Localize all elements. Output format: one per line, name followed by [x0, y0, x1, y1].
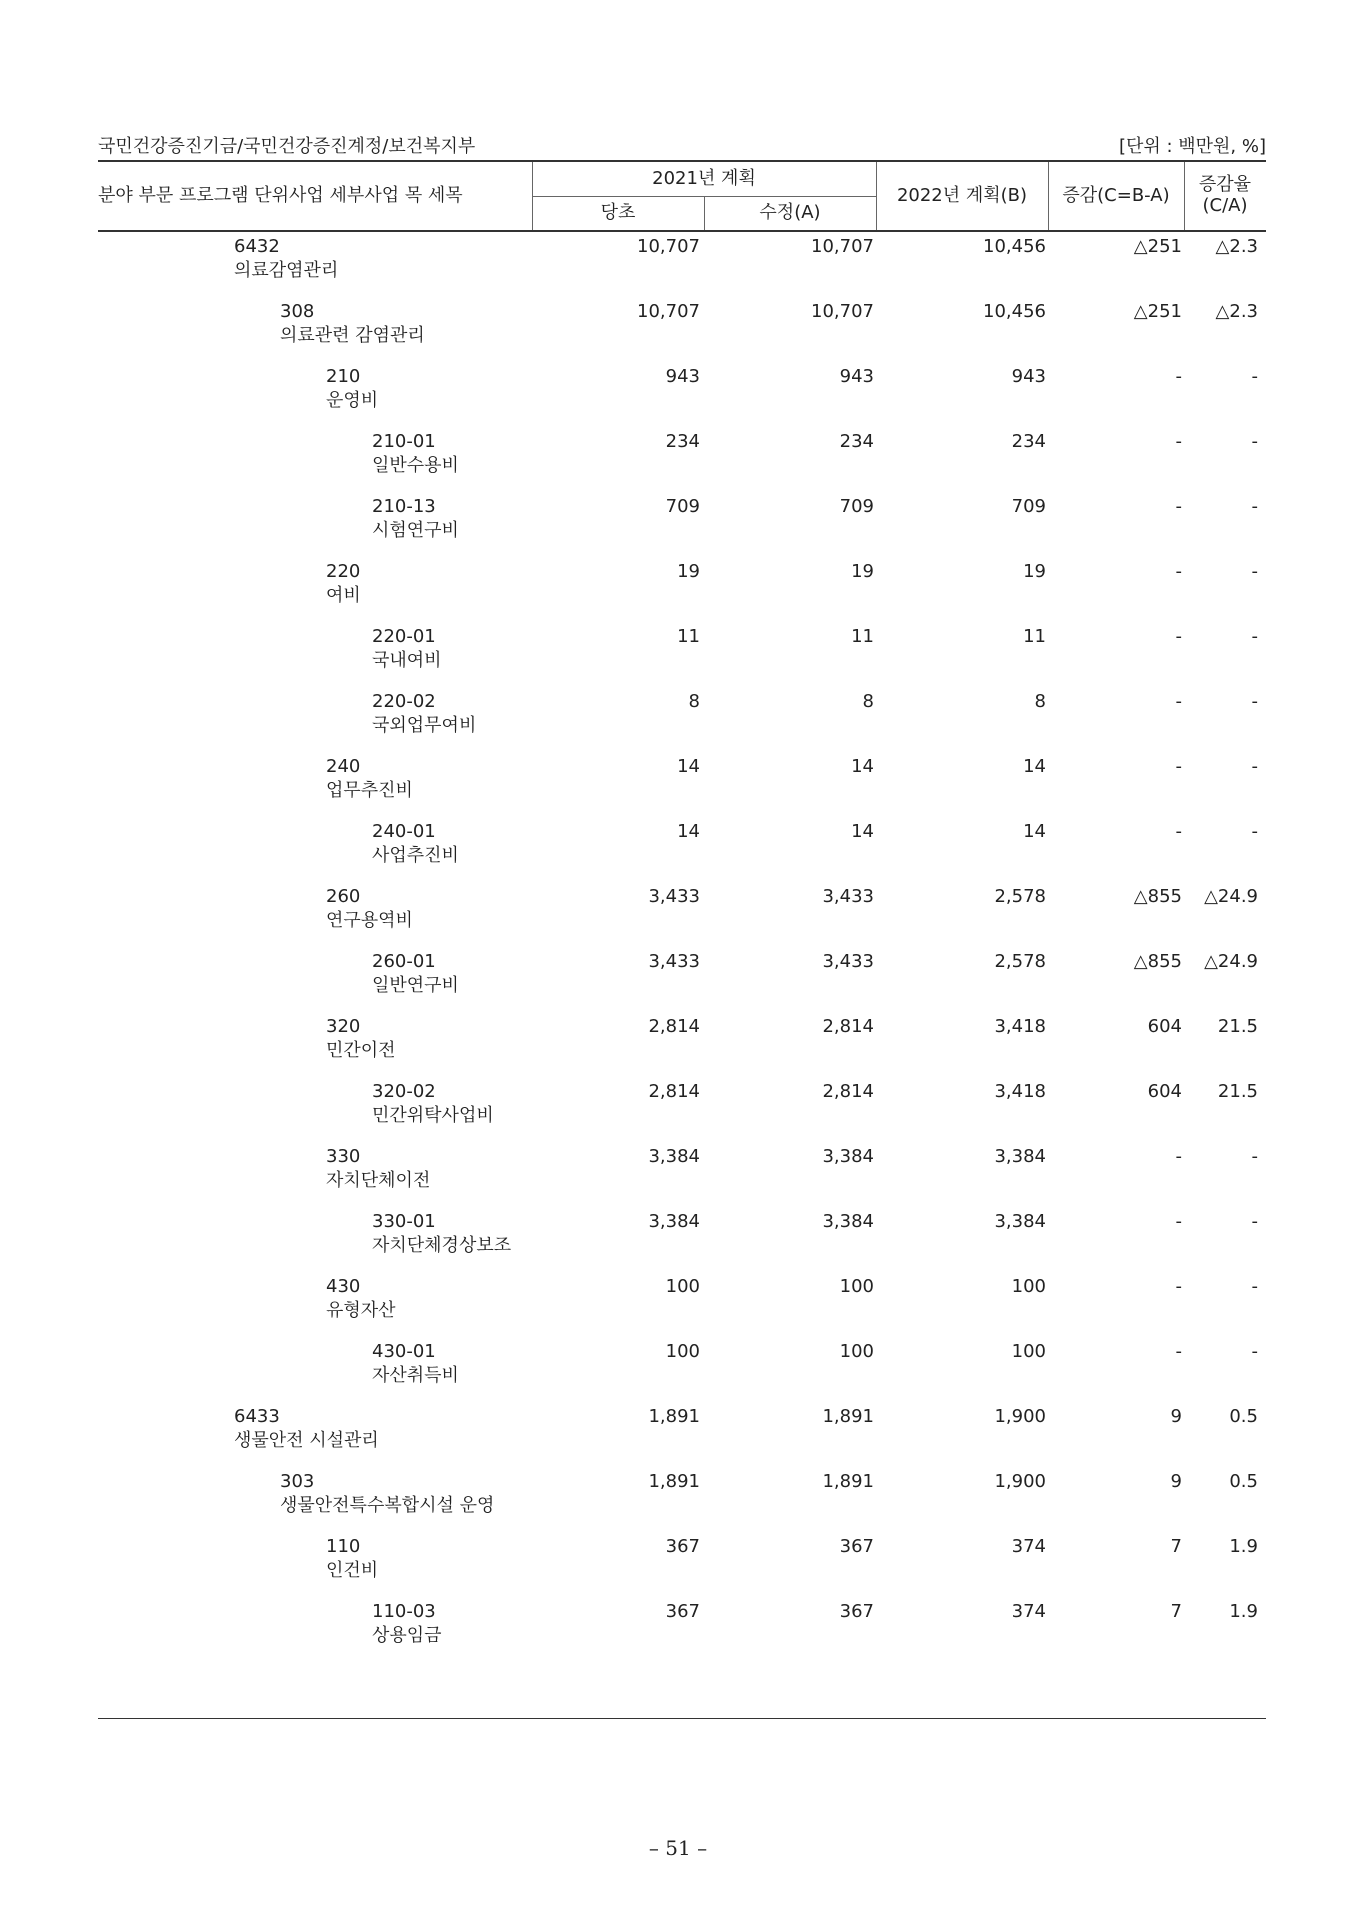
cell-rate: -: [1251, 756, 1258, 777]
cell-plan-2022: 1,900: [994, 1471, 1046, 1492]
item-name: 의료감염관리: [234, 260, 339, 281]
cell-change: 604: [1147, 1016, 1182, 1037]
cell-change: -: [1175, 366, 1182, 387]
cell-revised: 100: [839, 1341, 874, 1362]
cell-rate: -: [1251, 1211, 1258, 1232]
item-code: 330-01: [372, 1211, 436, 1232]
item-name: 국외업무여비: [372, 715, 477, 736]
table-row: [98, 496, 1266, 560]
item-name: 연구용역비: [326, 910, 413, 931]
cell-revised: 14: [851, 756, 874, 777]
header-plan-2022: 2022년 계획(B): [896, 184, 1028, 206]
header-plan-2021: 2021년 계획: [652, 167, 756, 189]
cell-change: △855: [1133, 951, 1182, 972]
cell-plan-2022: 234: [1011, 431, 1046, 452]
cell-change: -: [1175, 1211, 1182, 1232]
item-name: 상용임금: [372, 1625, 442, 1646]
cell-revised: 10,707: [811, 236, 874, 257]
cell-original: 367: [665, 1601, 700, 1622]
cell-original: 11: [677, 626, 700, 647]
cell-original: 943: [665, 366, 700, 387]
cell-original: 1,891: [648, 1471, 700, 1492]
cell-original: 2,814: [648, 1081, 700, 1102]
cell-rate: 0.5: [1229, 1471, 1258, 1492]
cell-plan-2022: 14: [1023, 821, 1046, 842]
item-code: 308: [280, 301, 315, 322]
item-name: 일반수용비: [372, 455, 459, 476]
cell-change: 7: [1170, 1536, 1182, 1557]
table-row: [98, 301, 1266, 365]
cell-rate: △24.9: [1204, 886, 1258, 907]
item-name: 자치단체경상보조: [372, 1235, 512, 1256]
cell-change: 7: [1170, 1601, 1182, 1622]
cell-plan-2022: 374: [1011, 1601, 1046, 1622]
cell-change: -: [1175, 496, 1182, 517]
table-row: [98, 951, 1266, 1015]
cell-rate: -: [1251, 1341, 1258, 1362]
cell-change: 9: [1170, 1471, 1182, 1492]
item-code: 320: [326, 1016, 361, 1037]
table-row: [98, 1536, 1266, 1600]
cell-original: 3,433: [648, 951, 700, 972]
table-row: [98, 1016, 1266, 1080]
cell-change: 604: [1147, 1081, 1182, 1102]
cell-rate: 1.9: [1229, 1536, 1258, 1557]
cell-change: 9: [1170, 1406, 1182, 1427]
header-rate: [1184, 162, 1266, 230]
cell-original: 3,384: [648, 1146, 700, 1167]
cell-plan-2022: 3,418: [994, 1081, 1046, 1102]
cell-change: △855: [1133, 886, 1182, 907]
cell-original: 1,891: [648, 1406, 700, 1427]
cell-revised: 367: [839, 1601, 874, 1622]
cell-original: 19: [677, 561, 700, 582]
cell-revised: 14: [851, 821, 874, 842]
cell-rate: -: [1251, 496, 1258, 517]
item-name: 일반연구비: [372, 975, 459, 996]
table-row: [98, 236, 1266, 300]
cell-original: 10,707: [637, 301, 700, 322]
table-row: [98, 561, 1266, 625]
item-name: 인건비: [326, 1560, 379, 1581]
item-code: 210-13: [372, 496, 436, 517]
item-name: 생물안전 시설관리: [234, 1430, 379, 1451]
item-name: 민간이전: [326, 1040, 396, 1061]
cell-rate: 1.9: [1229, 1601, 1258, 1622]
cell-plan-2022: 709: [1011, 496, 1046, 517]
cell-revised: 8: [862, 691, 874, 712]
header-rate-line1: 증감율: [1198, 174, 1252, 196]
cell-rate: -: [1251, 366, 1258, 387]
item-code: 260: [326, 886, 361, 907]
item-name: 운영비: [326, 390, 379, 411]
item-name: 업무추진비: [326, 780, 413, 801]
cell-change: -: [1175, 561, 1182, 582]
cell-change: -: [1175, 756, 1182, 777]
header-revised: 수정(A): [759, 201, 821, 223]
cell-rate: -: [1251, 431, 1258, 452]
cell-rate: 21.5: [1217, 1081, 1258, 1102]
item-code: 110: [326, 1536, 361, 1557]
table-row: [98, 1146, 1266, 1210]
cell-revised: 3,433: [822, 951, 874, 972]
cell-original: 2,814: [648, 1016, 700, 1037]
cell-plan-2022: 8: [1034, 691, 1046, 712]
item-name: 의료관련 감염관리: [280, 325, 425, 346]
cell-revised: 3,433: [822, 886, 874, 907]
item-code: 240-01: [372, 821, 436, 842]
cell-original: 367: [665, 1536, 700, 1557]
cell-revised: 11: [851, 626, 874, 647]
cell-plan-2022: 100: [1011, 1341, 1046, 1362]
table-row: [98, 1211, 1266, 1275]
cell-rate: -: [1251, 561, 1258, 582]
cell-revised: 943: [839, 366, 874, 387]
item-name: 민간위탁사업비: [372, 1105, 494, 1126]
table-row: [98, 366, 1266, 430]
cell-original: 100: [665, 1341, 700, 1362]
table-row: [98, 691, 1266, 755]
cell-revised: 1,891: [822, 1471, 874, 1492]
item-name: 여비: [326, 585, 361, 606]
cell-original: 14: [677, 756, 700, 777]
table-header: [98, 160, 1266, 232]
cell-change: -: [1175, 626, 1182, 647]
cell-revised: 19: [851, 561, 874, 582]
cell-revised: 234: [839, 431, 874, 452]
item-code: 320-02: [372, 1081, 436, 1102]
cell-plan-2022: 3,384: [994, 1211, 1046, 1232]
cell-revised: 3,384: [822, 1146, 874, 1167]
cell-plan-2022: 943: [1011, 366, 1046, 387]
cell-original: 3,384: [648, 1211, 700, 1232]
item-code: 430-01: [372, 1341, 436, 1362]
page-number: – 51 –: [648, 1836, 708, 1860]
header-original: 당초: [600, 201, 636, 223]
cell-change: -: [1175, 821, 1182, 842]
item-name: 자산취득비: [372, 1365, 459, 1386]
cell-revised: 3,384: [822, 1211, 874, 1232]
cell-revised: 1,891: [822, 1406, 874, 1427]
table-row: [98, 1276, 1266, 1340]
item-code: 210: [326, 366, 361, 387]
table-row: [98, 1081, 1266, 1145]
cell-plan-2022: 374: [1011, 1536, 1046, 1557]
cell-plan-2022: 10,456: [983, 301, 1046, 322]
cell-original: 3,433: [648, 886, 700, 907]
table-row: [98, 1471, 1266, 1535]
cell-plan-2022: 14: [1023, 756, 1046, 777]
header-change: 증감(C=B-A): [1062, 184, 1170, 206]
item-name: 국내여비: [372, 650, 442, 671]
cell-rate: △2.3: [1215, 301, 1258, 322]
cell-plan-2022: 1,900: [994, 1406, 1046, 1427]
cell-revised: 709: [839, 496, 874, 517]
item-code: 303: [280, 1471, 315, 1492]
cell-original: 709: [665, 496, 700, 517]
cell-revised: 10,707: [811, 301, 874, 322]
cell-change: -: [1175, 1341, 1182, 1362]
cell-revised: 2,814: [822, 1016, 874, 1037]
table-row: [98, 821, 1266, 885]
cell-change: △251: [1133, 301, 1182, 322]
unit-label: [단위 : 백만원, %]: [1118, 136, 1266, 157]
cell-rate: △24.9: [1204, 951, 1258, 972]
cell-original: 100: [665, 1276, 700, 1297]
table-row: [98, 1406, 1266, 1470]
item-code: 430: [326, 1276, 361, 1297]
cell-plan-2022: 10,456: [983, 236, 1046, 257]
item-code: 240: [326, 756, 361, 777]
item-code: 260-01: [372, 951, 436, 972]
item-name: 생물안전특수복합시설 운영: [280, 1495, 495, 1516]
cell-revised: 2,814: [822, 1081, 874, 1102]
cell-rate: 0.5: [1229, 1406, 1258, 1427]
header-rate-line2: (C/A): [1202, 195, 1248, 216]
table-row: [98, 886, 1266, 950]
item-code: 220-02: [372, 691, 436, 712]
cell-plan-2022: 19: [1023, 561, 1046, 582]
cell-plan-2022: 3,418: [994, 1016, 1046, 1037]
cell-plan-2022: 11: [1023, 626, 1046, 647]
table-row: [98, 626, 1266, 690]
cell-change: -: [1175, 1146, 1182, 1167]
cell-rate: -: [1251, 1146, 1258, 1167]
table-row: [98, 1601, 1266, 1665]
cell-change: △251: [1133, 236, 1182, 257]
cell-plan-2022: 2,578: [994, 951, 1046, 972]
table-row: [98, 756, 1266, 820]
item-code: 220-01: [372, 626, 436, 647]
item-code: 330: [326, 1146, 361, 1167]
cell-original: 8: [688, 691, 700, 712]
cell-plan-2022: 3,384: [994, 1146, 1046, 1167]
cell-original: 10,707: [637, 236, 700, 257]
cell-change: -: [1175, 1276, 1182, 1297]
cell-plan-2022: 2,578: [994, 886, 1046, 907]
item-name: 유형자산: [326, 1300, 396, 1321]
item-code: 220: [326, 561, 361, 582]
cell-change: -: [1175, 431, 1182, 452]
cell-rate: -: [1251, 626, 1258, 647]
table-row: [98, 431, 1266, 495]
cell-rate: -: [1251, 1276, 1258, 1297]
table-row: [98, 1341, 1266, 1405]
bottom-divider: [98, 1718, 1266, 1719]
item-name: 자치단체이전: [326, 1170, 431, 1191]
cell-rate: -: [1251, 691, 1258, 712]
item-code: 110-03: [372, 1601, 436, 1622]
item-name: 시험연구비: [372, 520, 459, 541]
item-name: 사업추진비: [372, 845, 459, 866]
cell-rate: △2.3: [1215, 236, 1258, 257]
cell-plan-2022: 100: [1011, 1276, 1046, 1297]
cell-revised: 100: [839, 1276, 874, 1297]
item-code: 210-01: [372, 431, 436, 452]
cell-rate: -: [1251, 821, 1258, 842]
cell-original: 234: [665, 431, 700, 452]
item-code: 6433: [234, 1406, 280, 1427]
cell-revised: 367: [839, 1536, 874, 1557]
cell-rate: 21.5: [1217, 1016, 1258, 1037]
header-classification: 분야 부문 프로그램 단위사업 세부사업 목 세목: [98, 184, 463, 206]
document-source: 국민건강증진기금/국민건강증진계정/보건복지부: [98, 136, 476, 157]
cell-change: -: [1175, 691, 1182, 712]
item-code: 6432: [234, 236, 280, 257]
cell-original: 14: [677, 821, 700, 842]
